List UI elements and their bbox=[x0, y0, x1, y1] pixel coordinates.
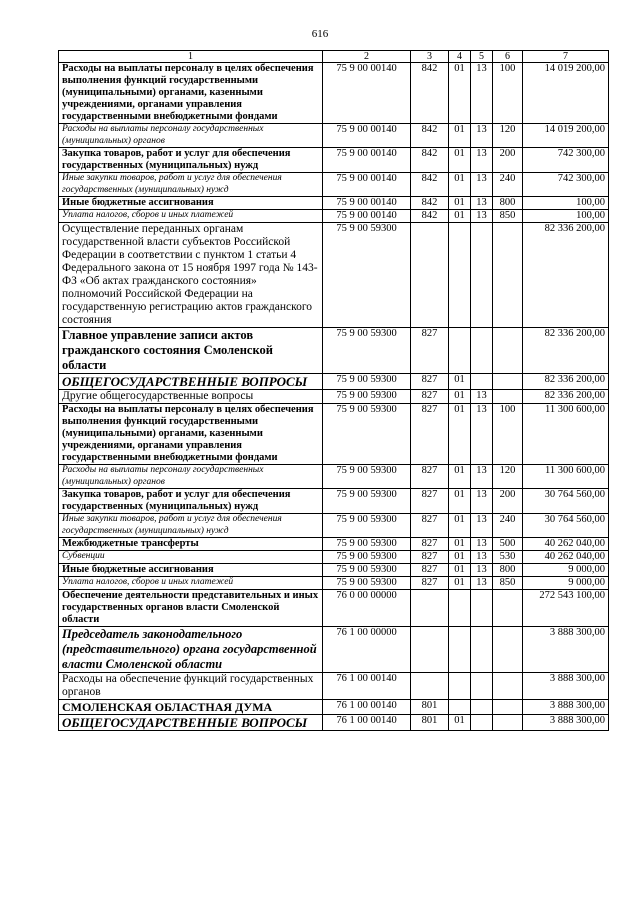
section-code bbox=[449, 700, 471, 715]
subsection-code: 13 bbox=[471, 63, 493, 124]
target-article-code: 75 9 00 59300 bbox=[323, 564, 411, 577]
expense-type-code: 200 bbox=[493, 148, 523, 173]
section-code: 01 bbox=[449, 124, 471, 148]
row-description: Расходы на обеспечение функций государственных органов bbox=[59, 673, 323, 700]
subsection-code: 13 bbox=[471, 465, 493, 489]
section-code: 01 bbox=[449, 514, 471, 538]
amount: 272 543 100,00 bbox=[523, 590, 609, 627]
expense-type-code bbox=[493, 590, 523, 627]
table-row bbox=[59, 374, 609, 390]
expense-type-code bbox=[493, 673, 523, 700]
section-code: 01 bbox=[449, 715, 471, 731]
row-description: Уплата налогов, сборов и иных платежей bbox=[59, 577, 323, 590]
row-description: Главное управление записи актов гражданского состояния Смоленской области bbox=[59, 328, 323, 374]
table-row bbox=[59, 489, 609, 514]
department-code: 842 bbox=[411, 63, 449, 124]
target-article-code: 75 9 00 00140 bbox=[323, 210, 411, 223]
column-number: 1 bbox=[59, 51, 323, 63]
section-code: 01 bbox=[449, 390, 471, 404]
table-row bbox=[59, 148, 609, 173]
column-number: 2 bbox=[323, 51, 411, 63]
amount: 82 336 200,00 bbox=[523, 328, 609, 374]
target-article-code: 76 1 00 00140 bbox=[323, 715, 411, 731]
row-description: Закупка товаров, работ и услуг для обеспечения государственных (муниципальных) нужд bbox=[59, 489, 323, 514]
table-row bbox=[59, 627, 609, 673]
department-code bbox=[411, 223, 449, 328]
subsection-code bbox=[471, 673, 493, 700]
amount: 14 019 200,00 bbox=[523, 63, 609, 124]
expense-type-code: 100 bbox=[493, 63, 523, 124]
section-code: 01 bbox=[449, 577, 471, 590]
amount: 82 336 200,00 bbox=[523, 223, 609, 328]
amount: 30 764 560,00 bbox=[523, 489, 609, 514]
row-description: Расходы на выплаты персоналу государственных (муниципальных) органов bbox=[59, 124, 323, 148]
column-number: 7 bbox=[523, 51, 609, 63]
amount: 3 888 300,00 bbox=[523, 627, 609, 673]
column-number: 6 bbox=[493, 51, 523, 63]
subsection-code: 13 bbox=[471, 148, 493, 173]
department-code bbox=[411, 673, 449, 700]
subsection-code: 13 bbox=[471, 173, 493, 197]
department-code bbox=[411, 627, 449, 673]
column-number-row bbox=[59, 51, 609, 63]
target-article-code: 75 9 00 00140 bbox=[323, 197, 411, 210]
section-code: 01 bbox=[449, 63, 471, 124]
row-description: Расходы на выплаты персоналу в целях обеспечения выполнения функций государственными (муниципальными) органами, казенными учреждениями, органами управления государственными внебюджетными фондами bbox=[59, 63, 323, 124]
section-code: 01 bbox=[449, 374, 471, 390]
row-description: Осуществление переданных органам государственной власти субъектов Российской Федерации в соответствии с пунктом 1 статьи 4 Федерального закона от 15 ноября 1997 года № 143-ФЗ «Об актах гражданского состояния» полномочий Российской Федерации на государственную регистрацию актов гражданского состояния bbox=[59, 223, 323, 328]
row-description: Субвенции bbox=[59, 551, 323, 564]
table-row bbox=[59, 173, 609, 197]
target-article-code: 76 1 00 00000 bbox=[323, 627, 411, 673]
expense-type-code: 850 bbox=[493, 210, 523, 223]
page-number: 616 bbox=[311, 28, 329, 40]
target-article-code: 75 9 00 59300 bbox=[323, 465, 411, 489]
subsection-code: 13 bbox=[471, 124, 493, 148]
subsection-code bbox=[471, 328, 493, 374]
section-code bbox=[449, 223, 471, 328]
row-description: Иные бюджетные ассигнования bbox=[59, 197, 323, 210]
row-description: Иные бюджетные ассигнования bbox=[59, 564, 323, 577]
expense-type-code: 120 bbox=[493, 465, 523, 489]
column-number: 5 bbox=[471, 51, 493, 63]
target-article-code: 76 0 00 00000 bbox=[323, 590, 411, 627]
section-code bbox=[449, 328, 471, 374]
subsection-code: 13 bbox=[471, 404, 493, 465]
table-row bbox=[59, 715, 609, 731]
amount: 11 300 600,00 bbox=[523, 465, 609, 489]
target-article-code: 75 9 00 00140 bbox=[323, 148, 411, 173]
subsection-code: 13 bbox=[471, 489, 493, 514]
amount: 742 300,00 bbox=[523, 173, 609, 197]
row-description: Уплата налогов, сборов и иных платежей bbox=[59, 210, 323, 223]
column-number: 3 bbox=[411, 51, 449, 63]
amount: 3 888 300,00 bbox=[523, 715, 609, 731]
department-code: 801 bbox=[411, 700, 449, 715]
table-row bbox=[59, 223, 609, 328]
subsection-code bbox=[471, 627, 493, 673]
row-description: Иные закупки товаров, работ и услуг для обеспечения государственных (муниципальных) нужд bbox=[59, 514, 323, 538]
section-code: 01 bbox=[449, 465, 471, 489]
subsection-code: 13 bbox=[471, 577, 493, 590]
expense-type-code: 850 bbox=[493, 577, 523, 590]
section-code bbox=[449, 627, 471, 673]
table-row bbox=[59, 390, 609, 404]
table-row bbox=[59, 551, 609, 564]
subsection-code: 13 bbox=[471, 210, 493, 223]
expense-type-code bbox=[493, 390, 523, 404]
department-code bbox=[411, 590, 449, 627]
subsection-code: 13 bbox=[471, 390, 493, 404]
row-description: ОБЩЕГОСУДАРСТВЕННЫЕ ВОПРОСЫ bbox=[59, 715, 323, 731]
target-article-code: 75 9 00 59300 bbox=[323, 551, 411, 564]
department-code: 801 bbox=[411, 715, 449, 731]
section-code: 01 bbox=[449, 564, 471, 577]
target-article-code: 75 9 00 59300 bbox=[323, 328, 411, 374]
expense-type-code bbox=[493, 374, 523, 390]
amount: 100,00 bbox=[523, 210, 609, 223]
expense-type-code: 200 bbox=[493, 489, 523, 514]
subsection-code: 13 bbox=[471, 551, 493, 564]
section-code bbox=[449, 590, 471, 627]
table-row bbox=[59, 590, 609, 627]
section-code: 01 bbox=[449, 551, 471, 564]
section-code: 01 bbox=[449, 173, 471, 197]
table-row bbox=[59, 514, 609, 538]
department-code: 842 bbox=[411, 197, 449, 210]
expense-type-code bbox=[493, 715, 523, 731]
expense-type-code bbox=[493, 627, 523, 673]
row-description: Межбюджетные трансферты bbox=[59, 538, 323, 551]
section-code: 01 bbox=[449, 210, 471, 223]
budget-table bbox=[58, 50, 609, 731]
table-row bbox=[59, 465, 609, 489]
table-row bbox=[59, 404, 609, 465]
department-code: 842 bbox=[411, 173, 449, 197]
expense-type-code: 240 bbox=[493, 514, 523, 538]
target-article-code: 75 9 00 59300 bbox=[323, 489, 411, 514]
table-row bbox=[59, 197, 609, 210]
department-code: 827 bbox=[411, 551, 449, 564]
section-code: 01 bbox=[449, 489, 471, 514]
amount: 3 888 300,00 bbox=[523, 673, 609, 700]
department-code: 842 bbox=[411, 124, 449, 148]
amount: 82 336 200,00 bbox=[523, 390, 609, 404]
table-row bbox=[59, 210, 609, 223]
amount: 30 764 560,00 bbox=[523, 514, 609, 538]
target-article-code: 76 1 00 00140 bbox=[323, 700, 411, 715]
row-description: Другие общегосударственные вопросы bbox=[59, 390, 323, 404]
amount: 742 300,00 bbox=[523, 148, 609, 173]
expense-type-code bbox=[493, 328, 523, 374]
table-row bbox=[59, 124, 609, 148]
target-article-code: 75 9 00 59300 bbox=[323, 514, 411, 538]
section-code: 01 bbox=[449, 404, 471, 465]
subsection-code: 13 bbox=[471, 514, 493, 538]
row-description: ОБЩЕГОСУДАРСТВЕННЫЕ ВОПРОСЫ bbox=[59, 374, 323, 390]
amount: 100,00 bbox=[523, 197, 609, 210]
amount: 14 019 200,00 bbox=[523, 124, 609, 148]
amount: 40 262 040,00 bbox=[523, 538, 609, 551]
expense-type-code bbox=[493, 700, 523, 715]
department-code: 827 bbox=[411, 465, 449, 489]
row-description: Иные закупки товаров, работ и услуг для обеспечения государственных (муниципальных) нужд bbox=[59, 173, 323, 197]
table-row bbox=[59, 328, 609, 374]
department-code: 842 bbox=[411, 148, 449, 173]
department-code: 827 bbox=[411, 489, 449, 514]
department-code: 827 bbox=[411, 514, 449, 538]
row-description: Расходы на выплаты персоналу государственных (муниципальных) органов bbox=[59, 465, 323, 489]
department-code: 827 bbox=[411, 404, 449, 465]
target-article-code: 75 9 00 00140 bbox=[323, 63, 411, 124]
table-row bbox=[59, 673, 609, 700]
table-row bbox=[59, 577, 609, 590]
table-row bbox=[59, 538, 609, 551]
row-description: Расходы на выплаты персоналу в целях обеспечения выполнения функций государственными (муниципальными) органами, казенными учреждениями, органами управления государственными внебюджетными фондами bbox=[59, 404, 323, 465]
amount: 82 336 200,00 bbox=[523, 374, 609, 390]
row-description: Председатель законодательного (представительного) органа государственной власти Смоленской области bbox=[59, 627, 323, 673]
expense-type-code: 100 bbox=[493, 404, 523, 465]
amount: 9 000,00 bbox=[523, 564, 609, 577]
amount: 3 888 300,00 bbox=[523, 700, 609, 715]
department-code: 827 bbox=[411, 564, 449, 577]
subsection-code: 13 bbox=[471, 564, 493, 577]
expense-type-code: 800 bbox=[493, 564, 523, 577]
target-article-code: 75 9 00 59300 bbox=[323, 390, 411, 404]
column-number: 4 bbox=[449, 51, 471, 63]
table-row bbox=[59, 564, 609, 577]
department-code: 827 bbox=[411, 374, 449, 390]
section-code: 01 bbox=[449, 148, 471, 173]
expense-type-code bbox=[493, 223, 523, 328]
subsection-code bbox=[471, 223, 493, 328]
subsection-code: 13 bbox=[471, 197, 493, 210]
row-description: Закупка товаров, работ и услуг для обеспечения государственных (муниципальных) нужд bbox=[59, 148, 323, 173]
section-code bbox=[449, 673, 471, 700]
target-article-code: 75 9 00 00140 bbox=[323, 173, 411, 197]
amount: 9 000,00 bbox=[523, 577, 609, 590]
target-article-code: 75 9 00 59300 bbox=[323, 374, 411, 390]
department-code: 827 bbox=[411, 538, 449, 551]
target-article-code: 75 9 00 59300 bbox=[323, 404, 411, 465]
department-code: 827 bbox=[411, 577, 449, 590]
expense-type-code: 120 bbox=[493, 124, 523, 148]
subsection-code bbox=[471, 374, 493, 390]
department-code: 827 bbox=[411, 328, 449, 374]
expense-type-code: 530 bbox=[493, 551, 523, 564]
amount: 11 300 600,00 bbox=[523, 404, 609, 465]
row-description: Обеспечение деятельности представительных и иных государственных органов власти Смоленской области bbox=[59, 590, 323, 627]
section-code: 01 bbox=[449, 197, 471, 210]
target-article-code: 75 9 00 59300 bbox=[323, 577, 411, 590]
expense-type-code: 800 bbox=[493, 197, 523, 210]
amount: 40 262 040,00 bbox=[523, 551, 609, 564]
section-code: 01 bbox=[449, 538, 471, 551]
subsection-code bbox=[471, 700, 493, 715]
subsection-code bbox=[471, 590, 493, 627]
department-code: 842 bbox=[411, 210, 449, 223]
expense-type-code: 500 bbox=[493, 538, 523, 551]
subsection-code bbox=[471, 715, 493, 731]
row-description: СМОЛЕНСКАЯ ОБЛАСТНАЯ ДУМА bbox=[59, 700, 323, 715]
target-article-code: 76 1 00 00140 bbox=[323, 673, 411, 700]
department-code: 827 bbox=[411, 390, 449, 404]
expense-type-code: 240 bbox=[493, 173, 523, 197]
target-article-code: 75 9 00 59300 bbox=[323, 223, 411, 328]
table-row bbox=[59, 700, 609, 715]
subsection-code: 13 bbox=[471, 538, 493, 551]
table-row bbox=[59, 63, 609, 124]
target-article-code: 75 9 00 00140 bbox=[323, 124, 411, 148]
target-article-code: 75 9 00 59300 bbox=[323, 538, 411, 551]
